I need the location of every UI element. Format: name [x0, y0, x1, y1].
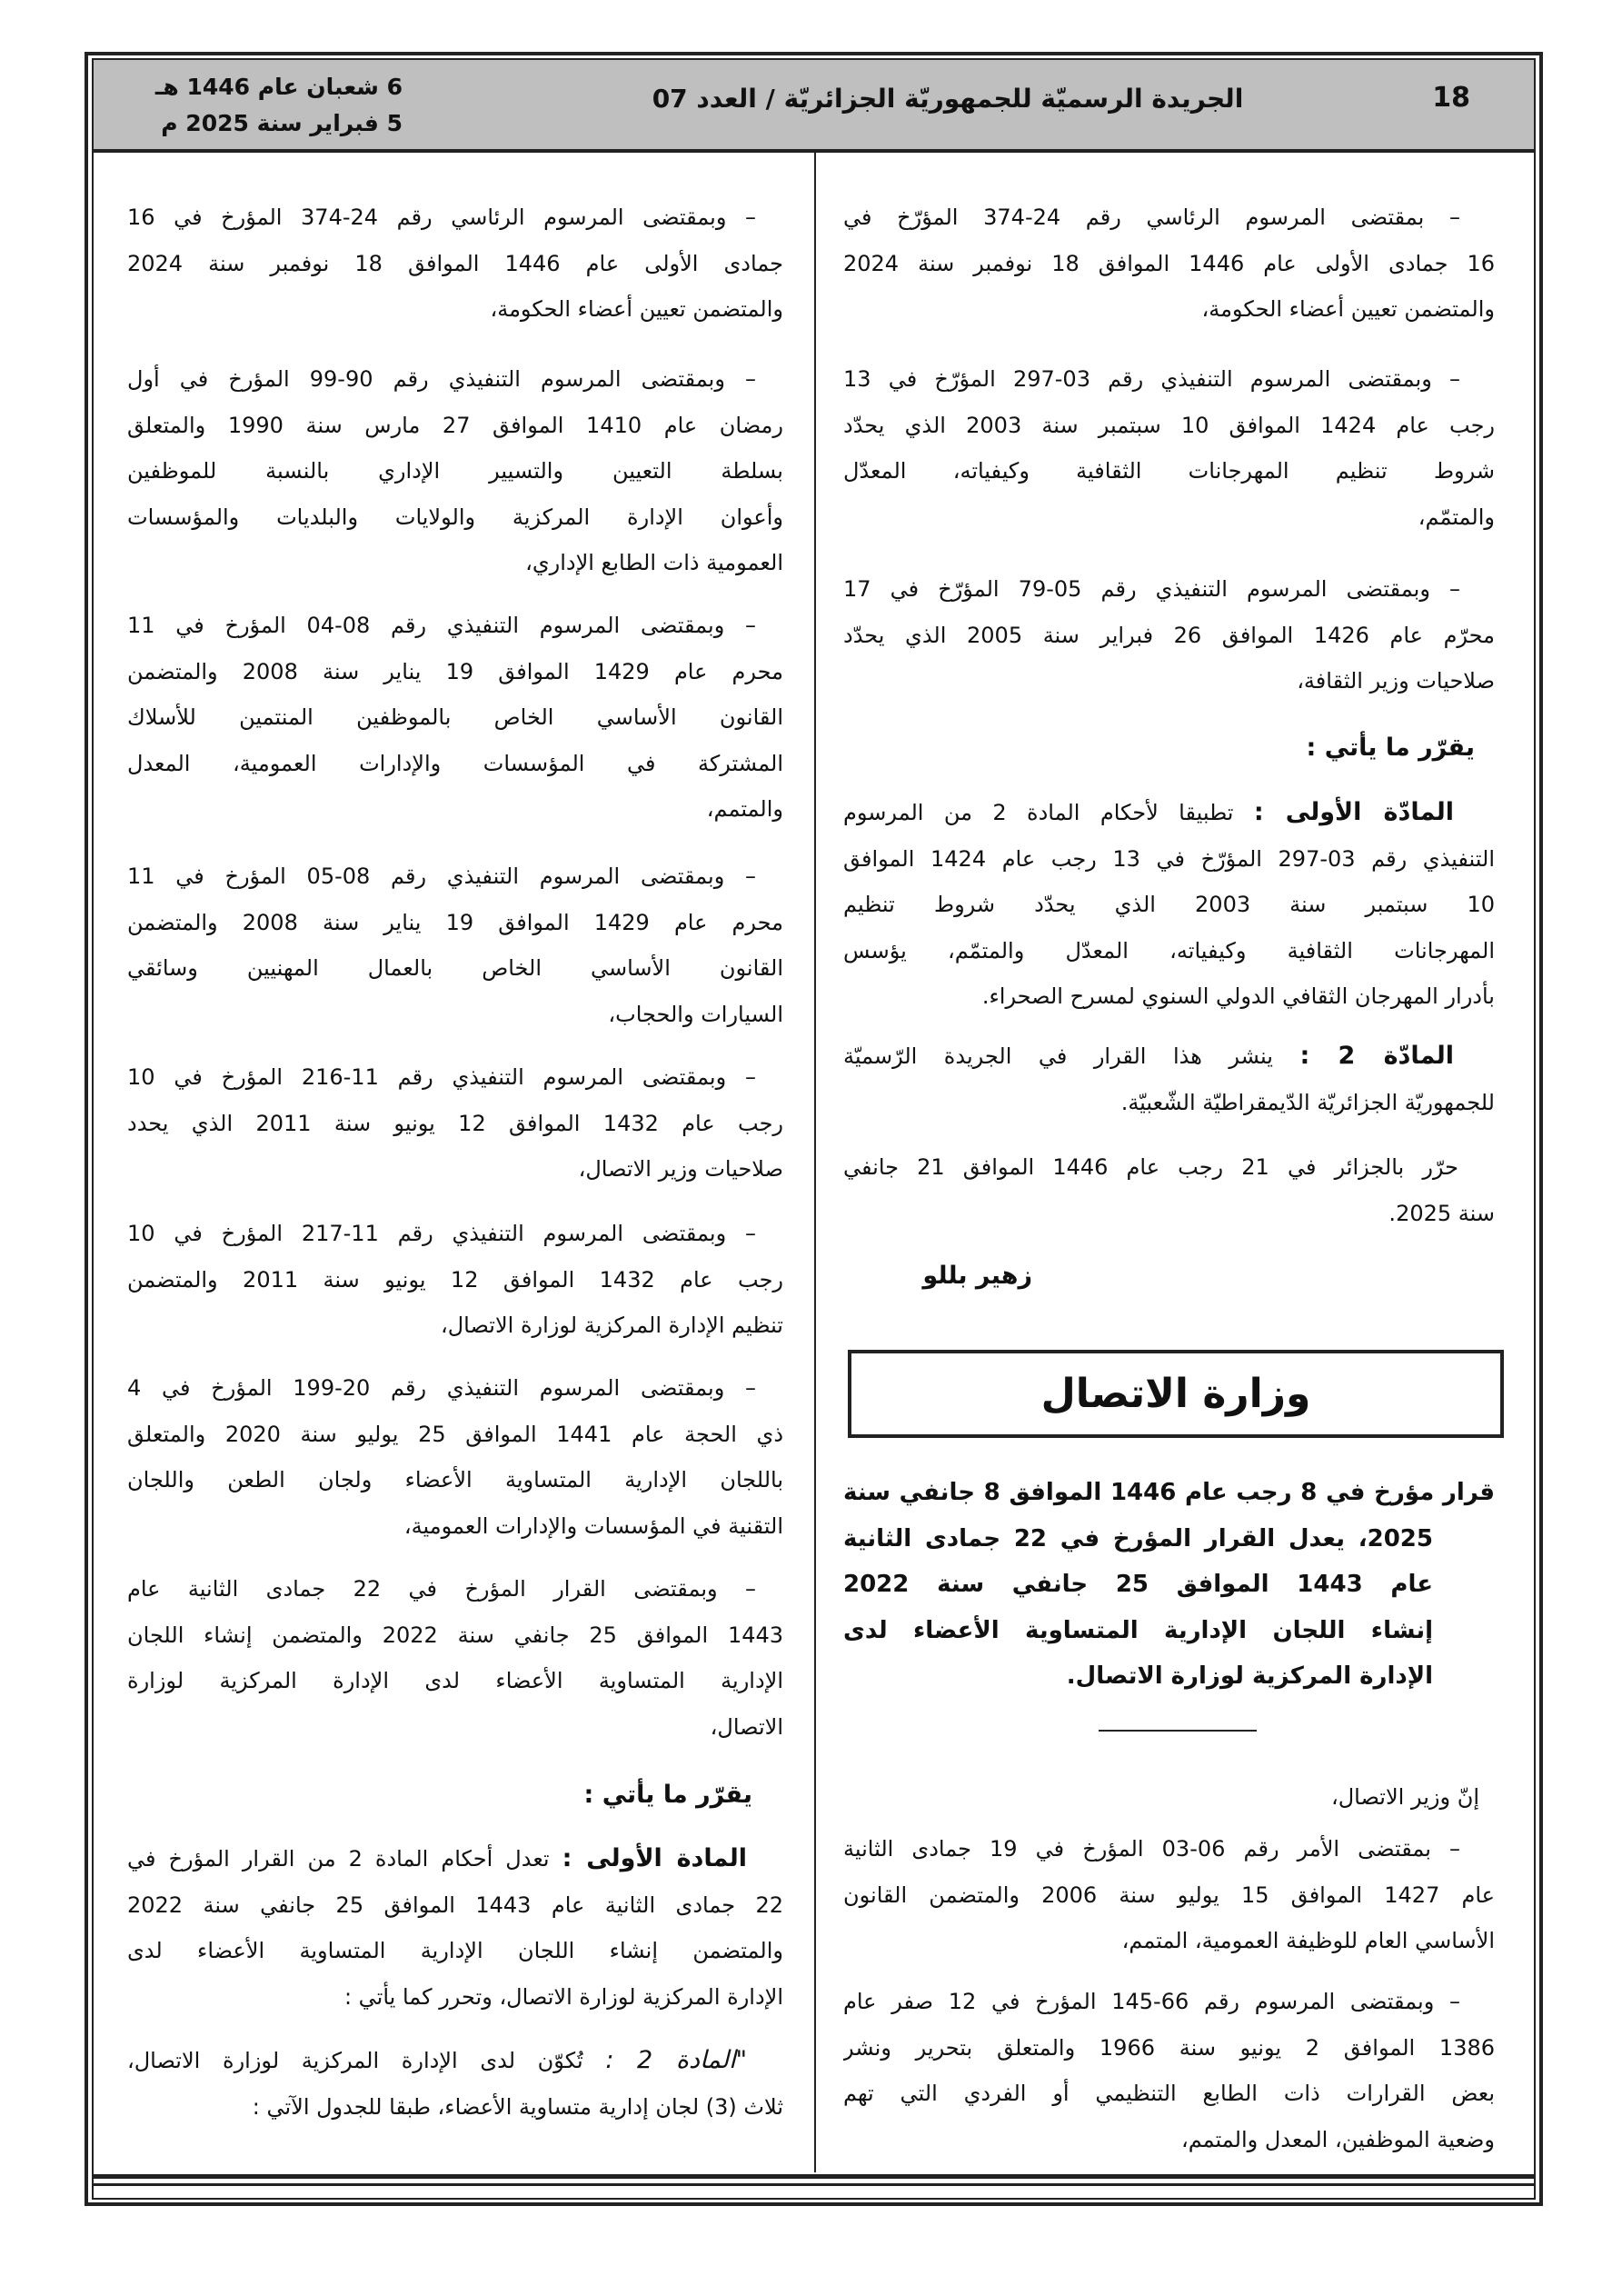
text-line — [127, 1928, 783, 1974]
text-line — [127, 1658, 783, 1704]
line-text: الأساسي العام للوظيفة العمومية، المتمم، — [1121, 1928, 1495, 1953]
text-line — [127, 1211, 783, 1257]
text-line — [843, 241, 1495, 287]
line-text: التنفيذي رقم 03-297 المؤرّخ في 13 رجب عام 1424 الموافق — [843, 845, 1495, 872]
paragraph — [843, 356, 1495, 540]
line-text: صلاحيات وزير الثقافة، — [1297, 668, 1495, 694]
paragraph — [127, 854, 783, 1037]
page-number: 18 — [1432, 82, 1470, 114]
text-line — [843, 1191, 1495, 1237]
line-text: – وبمقتضى المرسوم التنفيذي رقم 20-199 المؤرخ في 4 — [127, 1375, 757, 1401]
line-text: يقرّر ما يأتي : — [1306, 734, 1475, 762]
line-text: شروط تنظيم المهرجانات الثقافية وكيفياته، المعدّل — [843, 458, 1495, 484]
paragraph — [127, 356, 783, 586]
line-text: رجب عام 1432 الموافق 12 يونيو سنة 2011 والمتضمن — [127, 1266, 783, 1293]
text-line — [127, 1772, 783, 1819]
column-divider — [814, 153, 816, 2172]
line-text: 22 جمادى الثانية عام 1443 الموافق 25 جانفي سنة 2022 — [127, 1892, 783, 1918]
article-label: المادّة 2 : — [1299, 1042, 1455, 1070]
line-text: رجب عام 1424 الموافق 10 سبتمبر سنة 2003 الذي يحدّد — [843, 412, 1495, 438]
line-text: سنة 2025. — [1388, 1200, 1495, 1226]
line-text: قرار مؤرخ في 8 رجب عام 1446 الموافق 8 جانفي سنة — [843, 1479, 1495, 1506]
text-line — [843, 882, 1495, 928]
line-text: القانون الأساسي الخاص بالموظفين المنتمين للأسلاك — [127, 704, 783, 730]
text-line — [843, 973, 1495, 1020]
line-text: إنشاء اللجان الإدارية المتساوية الأعضاء لدى — [843, 1616, 1433, 1644]
line-text: الإدارة المركزية لوزارة الاتصال. — [1066, 1662, 1433, 1690]
decision-heading — [127, 1772, 783, 1819]
text-line — [127, 1303, 783, 1349]
line-text: – بمقتضى المرسوم الرئاسي رقم 24-374 المؤرّخ في — [843, 205, 1460, 230]
paragraph — [127, 1054, 783, 1193]
line-text: إنّ وزير الاتصال، — [1331, 1784, 1479, 1810]
text-line — [843, 1826, 1495, 1872]
line-text: العمومية ذات الطابع الإداري، — [525, 550, 783, 575]
text-line — [127, 786, 783, 833]
line-text: ينشر هذا القرار في الجريدة الرّسميّة — [843, 1043, 1300, 1069]
line-text: عام 1443 الموافق 25 جانفي سنة 2022 — [843, 1571, 1433, 1598]
text-line — [843, 1979, 1495, 2025]
text-line — [843, 448, 1495, 494]
text-line — [127, 2084, 783, 2131]
line-text: زهير بللو — [922, 1262, 1032, 1290]
line-text: صلاحيات وزير الاتصال، — [578, 1156, 783, 1182]
text-line — [843, 1253, 1495, 1300]
issue-date — [130, 69, 403, 142]
text-line — [843, 1918, 1495, 1964]
text-line — [843, 566, 1495, 613]
line-text: الإدارة المركزية لوزارة الاتصال، وتحرر كما يأتي : — [343, 1983, 783, 2010]
paragraph — [127, 1836, 783, 2020]
text-line — [127, 1146, 783, 1193]
text-line — [843, 836, 1495, 883]
paragraph — [127, 1566, 783, 1750]
line-text: باللجان الإدارية المتساوية الأعضاء ولجان الطعن واللجان — [127, 1467, 783, 1492]
paragraph — [843, 1979, 1495, 2162]
line-text: والمتضمن تعيين أعضاء الحكومة، — [1201, 296, 1495, 322]
line-text: محرم عام 1429 الموافق 19 يناير سنة 2008 والمتضمن — [127, 658, 783, 684]
paragraph — [843, 1774, 1495, 1821]
text-line — [127, 1612, 783, 1659]
text-line — [843, 1516, 1495, 1562]
line-text: والمتضمن تعيين أعضاء الحكومة، — [490, 296, 783, 322]
text-line — [127, 1882, 783, 1929]
text-line — [843, 2117, 1495, 2163]
line-text: حرّر بالجزائر في 21 رجب عام 1446 الموافق 21 جانفي — [843, 1154, 1458, 1180]
line-text: عام 1427 الموافق 15 يوليو سنة 2006 والمتضمن القانون — [843, 1882, 1495, 1908]
line-text: المشتركة في المؤسسات والإدارات العمومية، المعدل — [127, 750, 783, 776]
text-line — [127, 1974, 783, 2021]
gazette-header — [94, 60, 1534, 153]
line-text: والمتمم، — [706, 796, 783, 822]
line-text: تُكوّن لدى الإدارة المركزية لوزارة الاتصال، — [127, 2048, 606, 2073]
line-text: السيارات والحجاب، — [608, 1001, 783, 1027]
text-line — [127, 2038, 783, 2084]
text-line — [127, 1101, 783, 1147]
text-line — [127, 1257, 783, 1303]
line-text: – وبمقتضى المرسوم التنفيذي رقم 08-05 المؤرخ في 11 — [127, 863, 757, 889]
text-line — [843, 494, 1495, 541]
text-line — [127, 494, 783, 541]
text-line — [843, 1608, 1495, 1654]
hijri-date: 6 شعبان عام 1446 هـ — [154, 74, 403, 100]
text-line — [127, 854, 783, 900]
article-label: "المادة 2 : — [605, 2046, 747, 2074]
text-line — [127, 241, 783, 287]
text-line — [127, 1054, 783, 1101]
line-text: للجمهوريّة الجزائريّة الدّيمقراطيّة الشّعبيّة. — [1120, 1089, 1495, 1115]
line-text: 2025، يعدل القرار المؤرخ في 22 جمادى الثانية — [843, 1524, 1433, 1552]
paragraph — [843, 1033, 1495, 1125]
text-line — [843, 356, 1495, 403]
text-line — [843, 1470, 1495, 1516]
text-line — [127, 694, 783, 741]
line-text: 1443 الموافق 25 جانفي سنة 2022 والمتضمن إنشاء اللجان — [127, 1622, 783, 1648]
paragraph — [843, 1144, 1495, 1236]
decree-title — [843, 1470, 1495, 1700]
text-line — [127, 403, 783, 449]
gazette-title: الجريدة الرسميّة للجمهوريّة الجزائريّة / العدد 07 — [652, 84, 1244, 114]
ministry-heading-box — [848, 1350, 1504, 1438]
text-line — [843, 403, 1495, 449]
text-line — [843, 1774, 1495, 1821]
line-text: رجب عام 1432 الموافق 12 يونيو سنة 2011 الذي يحدد — [127, 1110, 783, 1136]
line-text: التقنية في المؤسسات والإدارات العمومية، — [403, 1512, 783, 1539]
separator-rule — [1099, 1730, 1257, 1732]
line-text: الإدارية المتساوية الأعضاء لدى الإدارة المركزية لوزارة — [127, 1668, 783, 1693]
text-line — [843, 1033, 1495, 1080]
text-line — [843, 1080, 1495, 1126]
line-text: – وبمقتضى المرسوم رقم 66-145 المؤرخ في 12 صفر عام — [843, 1989, 1460, 2014]
line-text: 16 جمادى الأولى عام 1446 الموافق 18 نوفمبر سنة 2024 — [843, 250, 1495, 276]
paragraph — [843, 1826, 1495, 1964]
line-text: القانون الأساسي الخاص بالعمال المهنيين وسائقي — [127, 955, 783, 981]
signature — [843, 1253, 1495, 1300]
text-line — [127, 945, 783, 992]
line-text: وأعوان الإدارة المركزية والولايات والبلديات والمؤسسات — [127, 504, 783, 530]
text-line — [127, 356, 783, 403]
text-line — [127, 540, 783, 586]
line-text: 10 سبتمبر سنة 2003 الذي يحدّد شروط تنظيم — [843, 892, 1495, 917]
line-text: – وبمقتضى المرسوم التنفيذي رقم 11-216 المؤرخ في 10 — [127, 1064, 756, 1090]
text-line — [127, 603, 783, 649]
text-line — [843, 928, 1495, 974]
line-text: رمضان عام 1410 الموافق 27 مارس سنة 1990 والمتعلق — [127, 412, 783, 438]
line-text: يقرّر ما يأتي : — [583, 1781, 752, 1809]
line-text: – وبمقتضى المرسوم الرئاسي رقم 24-374 المؤرخ في 16 — [127, 205, 756, 230]
text-line — [843, 2071, 1495, 2117]
paragraph — [127, 1211, 783, 1349]
line-text: جمادى الأولى عام 1446 الموافق 18 نوفمبر سنة 2024 — [127, 250, 783, 276]
text-line — [843, 1872, 1495, 1919]
paragraph — [843, 566, 1495, 704]
line-text: تنظيم الإدارة المركزية لوزارة الاتصال، — [440, 1313, 783, 1338]
line-text: المهرجانات الثقافية وكيفياته، المعدّل والمتمّم، يؤسس — [843, 937, 1495, 963]
paragraph — [843, 195, 1495, 333]
paragraph — [127, 2038, 783, 2130]
text-line — [127, 1704, 783, 1751]
line-text: بأدرار المهرجان الثقافي الدولي السنوي لمسرح الصحراء. — [981, 983, 1495, 1009]
line-text: – وبمقتضى القرار المؤرخ في 22 جمادى الثانية عام — [127, 1576, 757, 1602]
text-line — [843, 613, 1495, 659]
line-text: – وبمقتضى المرسوم التنفيذي رقم 90-99 المؤرخ في أول — [127, 366, 756, 392]
text-line — [127, 741, 783, 787]
paragraph — [127, 1365, 783, 1549]
bottom-rule — [94, 2174, 1534, 2179]
article-label: المادة الأولى : — [562, 1844, 748, 1872]
text-line — [127, 992, 783, 1038]
line-text: محرّم عام 1426 الموافق 26 فبراير سنة 2005 الذي يحدّد — [843, 622, 1495, 648]
text-line — [127, 195, 783, 241]
text-line — [843, 790, 1495, 836]
line-text: – وبمقتضى المرسوم التنفيذي رقم 08-04 المؤرخ في 11 — [127, 613, 757, 638]
line-text: – بمقتضى الأمر رقم 06-03 المؤرخ في 19 جمادى الثانية — [843, 1836, 1461, 1862]
text-line — [127, 1836, 783, 1882]
paragraph — [127, 603, 783, 833]
line-text: ذي الحجة عام 1441 الموافق 25 يوليو سنة 2020 والمتعلق — [127, 1421, 783, 1447]
text-line — [127, 448, 783, 494]
article-label: المادّة الأولى : — [1253, 798, 1454, 826]
text-line — [843, 1144, 1495, 1191]
text-line — [843, 2025, 1495, 2071]
bottom-rule — [94, 2183, 1534, 2186]
line-text: – وبمقتضى المرسوم التنفيذي رقم 11-217 المؤرخ في 10 — [127, 1221, 756, 1246]
text-line — [843, 1562, 1495, 1608]
text-line — [843, 286, 1495, 333]
paragraph — [127, 195, 783, 333]
line-text: ثلاث (3) لجان إدارية متساوية الأعضاء، طبقا للجدول الآتي : — [252, 2093, 783, 2120]
text-line — [127, 1566, 783, 1612]
line-text: بعض القرارات ذات الطابع التنظيمي أو الفردي التي تهم — [843, 2081, 1495, 2106]
line-text: – وبمقتضى المرسوم التنفيذي رقم 05-79 المؤرّخ في 17 — [843, 576, 1461, 602]
text-line — [843, 195, 1495, 241]
text-line — [127, 286, 783, 333]
line-text: والمتضمن إنشاء اللجان الإدارية المتساوية الأعضاء لدى — [127, 1938, 783, 1963]
decision-heading — [843, 725, 1495, 772]
text-line — [127, 1412, 783, 1458]
line-text: بسلطة التعيين والتسيير الإداري بالنسبة للموظفين — [127, 458, 783, 484]
text-line — [127, 1365, 783, 1412]
text-line — [843, 1653, 1495, 1700]
gregorian-date: 5 فبراير سنة 2025 م — [161, 110, 403, 136]
text-line — [127, 1457, 783, 1503]
line-text: محرم عام 1429 الموافق 19 يناير سنة 2008 والمتضمن — [127, 909, 783, 935]
line-text: وضعية الموظفين، المعدل والمتمم، — [1180, 2126, 1495, 2152]
ministry-heading: وزارة الاتصال — [1040, 1371, 1311, 1417]
text-line — [127, 900, 783, 946]
line-text: 1386 الموافق 2 يونيو سنة 1966 والمتعلق بتحرير ونشر — [843, 2034, 1495, 2061]
text-line — [127, 1503, 783, 1550]
line-text: تطبيقا لأحكام المادة 2 من المرسوم — [843, 800, 1254, 825]
line-text: والمتمّم، — [1418, 504, 1495, 530]
text-line — [843, 658, 1495, 704]
line-text: – وبمقتضى المرسوم التنفيذي رقم 03-297 المؤرّخ في 13 — [843, 366, 1460, 392]
text-line — [843, 725, 1495, 772]
line-text: تعدل أحكام المادة 2 من القرار المؤرخ في — [127, 1846, 562, 1872]
paragraph — [843, 790, 1495, 1020]
text-line — [127, 649, 783, 695]
line-text: الاتصال، — [710, 1713, 783, 1740]
